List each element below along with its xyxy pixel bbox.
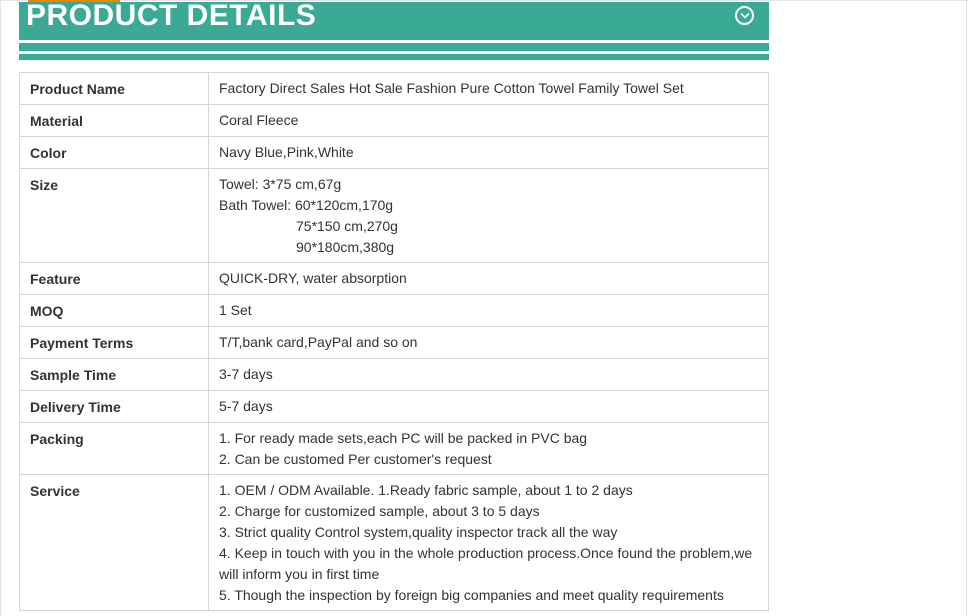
row-label: Feature <box>20 263 209 295</box>
table-row <box>20 137 769 169</box>
table-row <box>20 359 769 391</box>
service-line: 3. Strict quality Control system,quality inspector track all the way <box>219 524 618 540</box>
row-value: T/T,bank card,PayPal and so on <box>209 327 769 359</box>
row-label: Material <box>20 105 209 137</box>
row-value <box>209 475 769 611</box>
row-value <box>209 169 769 263</box>
row-label: MOQ <box>20 295 209 327</box>
table-row <box>20 105 769 137</box>
row-label: Product Name <box>20 73 209 105</box>
row-value: Factory Direct Sales Hot Sale Fashion Pure Cotton Towel Family Towel Set <box>209 73 769 105</box>
size-line: 90*180cm,380g <box>296 239 395 255</box>
chevron-down-icon[interactable] <box>735 6 754 25</box>
table-row <box>20 475 769 611</box>
row-value: Navy Blue,Pink,White <box>209 137 769 169</box>
row-value: 3-7 days <box>209 359 769 391</box>
row-label: Delivery Time <box>20 391 209 423</box>
row-value: 5-7 days <box>209 391 769 423</box>
table-row <box>20 73 769 105</box>
banner-stripe <box>19 54 769 60</box>
row-label: Sample Time <box>20 359 209 391</box>
row-label: Size <box>20 169 209 263</box>
row-label: Service <box>20 475 209 611</box>
table-row <box>20 423 769 475</box>
size-line: 75*150 cm,270g <box>296 218 398 234</box>
table-row <box>20 263 769 295</box>
row-value: Coral Fleece <box>209 105 769 137</box>
product-details-banner <box>19 2 769 40</box>
row-value: 1 Set <box>209 295 769 327</box>
size-line: Bath Towel: 60*120cm,170g <box>219 197 394 213</box>
service-line: 5. Though the inspection by foreign big companies and meet quality requirements <box>219 587 724 603</box>
table-row <box>20 295 769 327</box>
table-row <box>20 169 769 263</box>
row-label: Color <box>20 137 209 169</box>
service-line: 4. Keep in touch with you in the whole production process.Once found the problem,we will inform you in first time <box>219 545 753 582</box>
size-line: Towel: 3*75 cm,67g <box>219 176 342 192</box>
row-label: Payment Terms <box>20 327 209 359</box>
row-value <box>209 423 769 475</box>
banner-stripe <box>19 43 769 51</box>
table-row <box>20 327 769 359</box>
row-value: QUICK-DRY, water absorption <box>209 263 769 295</box>
service-line: 2. Charge for customized sample, about 3 to 5 days <box>219 503 540 519</box>
row-label: Packing <box>20 423 209 475</box>
packing-line: 1. For ready made sets,each PC will be packed in PVC bag <box>219 430 588 446</box>
service-line: 1. OEM / ODM Available. 1.Ready fabric sample, about 1 to 2 days <box>219 482 633 498</box>
product-details-table <box>19 72 769 611</box>
section-title: PRODUCT DETAILS <box>26 0 317 32</box>
packing-line: 2. Can be customed Per customer's request <box>219 451 492 467</box>
table-row <box>20 391 769 423</box>
